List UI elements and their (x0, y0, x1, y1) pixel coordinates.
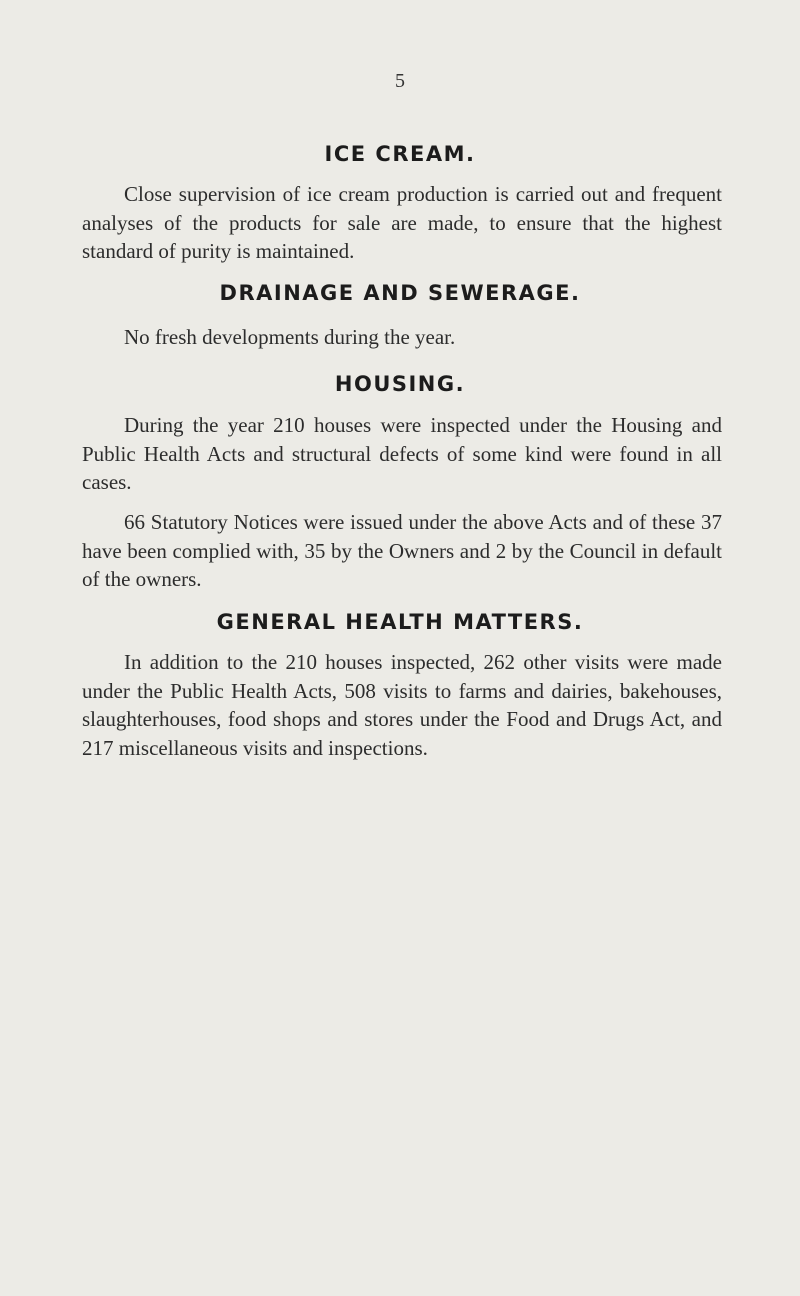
paragraph-general-health: In addition to the 210 houses inspected, 262 other visits were made under the Public Health Acts, 508 visits to farms and dairies, bakehouses, slaughterhouses, food shops and stores under the Food and Drugs Act, and 217 miscellaneous visits and inspections. (82, 650, 722, 760)
section-heading-ice-cream: ICE CREAM. (324, 142, 476, 166)
page-number: 5 (395, 70, 405, 92)
paragraph-housing-inspections: During the year 210 houses were inspected under the Housing and Public Health Acts and structural defects of some kind were found in all cases. (82, 413, 722, 494)
section-heading-drainage-sewerage: DRAINAGE AND SEWERAGE. (219, 281, 581, 305)
section-heading-housing: HOUSING. (334, 372, 466, 396)
paragraph-ice-cream: Close supervision of ice cream production is carried out and frequent analyses of the products for sale are made, to ensure that the highest standard of purity is maintained. (82, 182, 722, 263)
paragraph-drainage-sewerage: No fresh developments during the year. (124, 325, 456, 349)
paragraph-housing-notices: 66 Statutory Notices were issued under the above Acts and of these 37 have been complied with, 35 by the Owners and 2 by the Council in default of the owners. (82, 510, 722, 591)
section-heading-general-health: GENERAL HEALTH MATTERS. (216, 610, 584, 634)
